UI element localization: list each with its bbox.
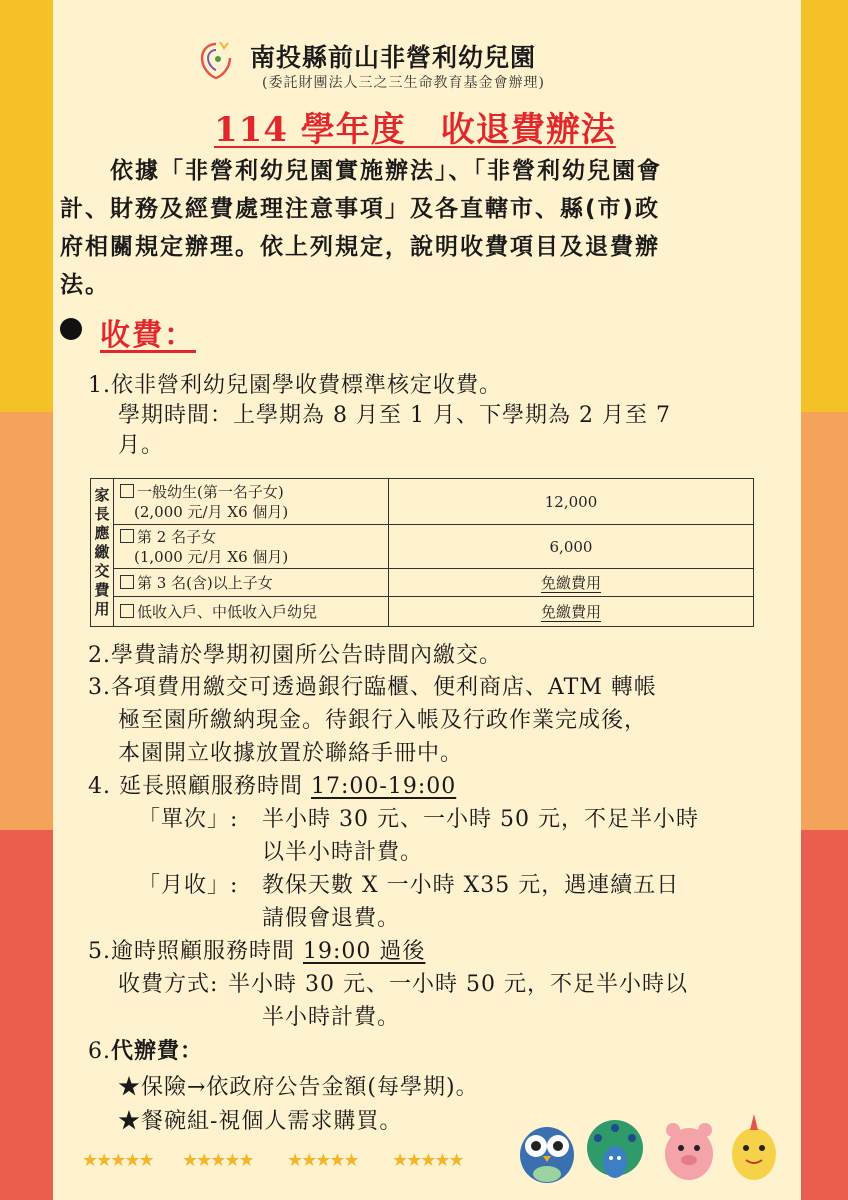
intro-line: 計、財務及經費處理注意事項」及各直轄市、縣(市)政 [60,196,661,222]
checkbox-icon [120,529,134,543]
section-heading-fees: 收費： [100,318,196,353]
checkbox-icon [120,604,134,618]
item1-line2: 學期時間：上學期為 8 月至 1 月、下學期為 2 月至 7 [118,403,671,428]
org-name: 南投縣前山非營利幼兒園 [250,43,537,72]
checkbox-icon [120,484,134,498]
item4-monthly-line1: 教保天數 X 一小時 X35 元，遇連續五日 [262,873,680,898]
item2-line1: 2.學費請於學期初園所公告時間內繳交。 [88,643,502,668]
decor-stars-icon: ★★★★★ [287,1150,358,1171]
fee-row-amount: 免繳費用 [389,597,754,627]
item4-single-label: 「單次」: [138,807,239,832]
item6-line2: ★餐碗組-視個人需求購買。 [118,1109,403,1134]
item5-time: 19:00 過後 [302,939,426,964]
item4-time: 17:00-19:00 [310,774,457,799]
decor-stars-icon: ★★★★★ [82,1150,153,1171]
bullet-icon [60,318,82,340]
item1-line1: 1.依非營利幼兒園學收費標準核定收費。 [88,373,502,398]
item6-heading: 6.代辦費： [88,1038,204,1064]
decor-stars-icon: ★★★★★ [392,1150,463,1171]
owl-mascot-icon [512,1110,582,1185]
intro-line: 法。 [60,272,110,298]
item4-monthly-line2: 請假會退費。 [262,906,401,931]
org-subtitle: (委託財團法人三之三生命教育基金會辦理) [262,75,545,91]
fee-row-label: 第 2 名子女 (1,000 元/月 X6 個月) [114,525,389,569]
fee-table [90,478,754,627]
item5-method-label: 收費方式: [118,972,219,997]
fee-row-label: 低收入戶、中低收入戶幼兒 [114,597,389,627]
item4-single-line2: 以半小時計費。 [262,840,424,865]
item3-line2: 極至園所繳納現金。待銀行入帳及行政作業完成後， [118,708,648,733]
fee-row-amount: 免繳費用 [389,569,754,597]
fee-row-amount: 12,000 [389,479,754,525]
pig-mascot-icon [660,1118,718,1184]
item5-method-line2: 半小時計費。 [262,1005,401,1030]
item6-line1: ★保險→依政府公告金額(每學期)。 [118,1075,479,1100]
item1-line3: 月。 [118,433,165,458]
unicorn-mascot-icon [724,1112,784,1184]
item4-monthly-label: 「月收」: [138,873,239,898]
intro-line: 依據「非營利幼兒園實施辦法」、「非營利幼兒園會 [60,158,662,184]
fee-row-label: 一般幼生(第一名子女) (2,000 元/月 X6 個月) [114,479,389,525]
school-logo-icon [198,40,234,80]
item4-single-line1: 半小時 30 元、一小時 50 元，不足半小時 [262,807,699,832]
decor-stars-icon: ★★★★★ [182,1150,253,1171]
item4-heading: 4. 延長照顧服務時間 17:00-19:00 [88,774,457,799]
item3-line3: 本園開立收據放置於聯絡手冊中。 [118,741,464,766]
item5-method-line1: 半小時 30 元、一小時 50 元，不足半小時以 [228,972,688,997]
fee-table-side-label: 家 長 應 繳 交 費 用 [91,479,114,627]
checkbox-icon [120,575,134,589]
intro-paragraph [60,152,795,304]
peacock-mascot-icon [584,1118,646,1184]
item5-heading: 5.逾時照顧服務時間 19:00 過後 [88,939,426,964]
fee-row-amount: 6,000 [389,525,754,569]
document-title: 114 學年度 收退費辦法 [214,110,616,150]
fee-row-label: 第 3 名(含)以上子女 [114,569,389,597]
intro-line: 府相關規定辦理。依上列規定，說明收費項目及退費辦 [60,234,660,260]
item3-line1: 3.各項費用繳交可透過銀行臨櫃、便利商店、ATM 轉帳 [88,675,657,700]
